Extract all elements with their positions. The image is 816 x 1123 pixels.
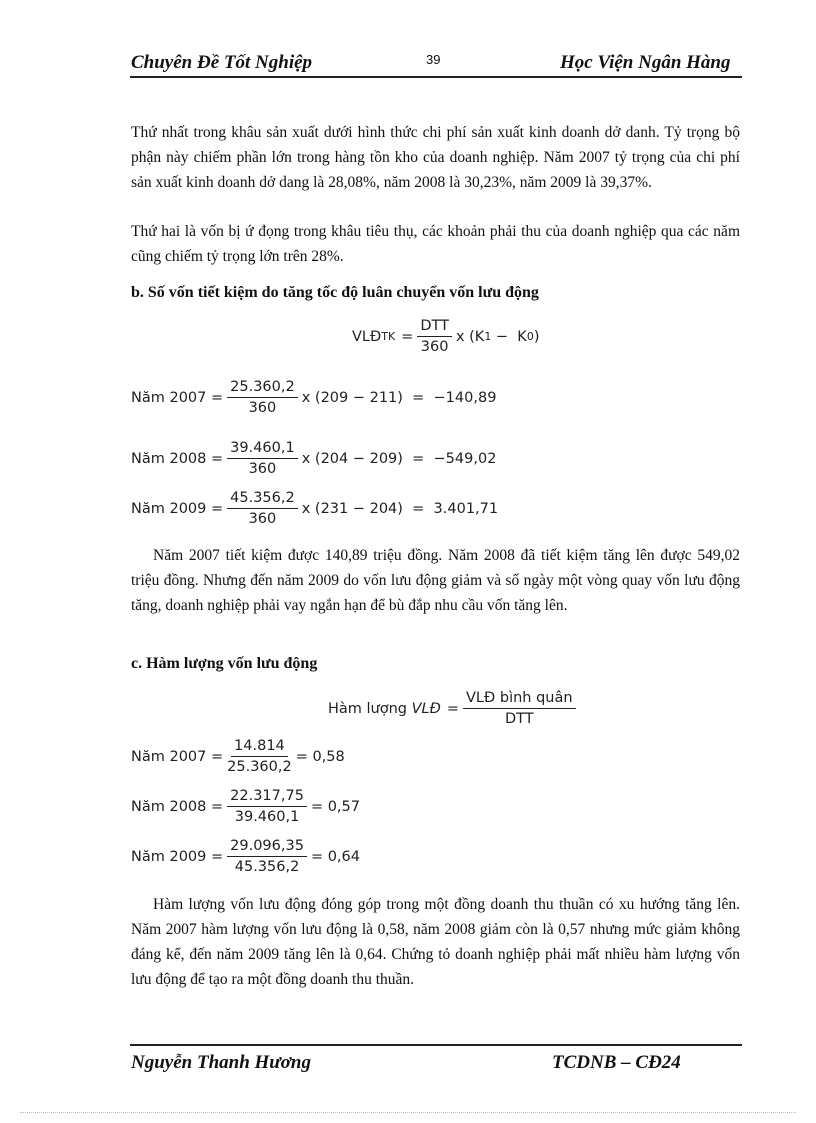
formula-ham-luong: Hàm lượng VLĐ = $\frac{\text{VLĐ bình quân}}{\text{DTT}}$	[328, 690, 580, 727]
intro-paragraph-2: Thứ hai là vốn bị ứ đọng trong khâu tiêu thụ, các khoản phải thu của doanh nghiệp qua các năm cũng chiếm tỷ trọng lớn trên 28%.	[131, 223, 740, 265]
equation-2007-savings: Năm 2007 = $\frac{25.360,2}{360}$ x (209 − 211) = −140,89	[131, 379, 497, 416]
equation-2009-ratio: Năm 2009 = $\frac{29.096,35}{45.356,2}$ = 0,64	[131, 838, 360, 875]
equation-2008-savings: Năm 2008 = $\frac{39.460,1}{360}$ x (204 − 209) = −549,02	[131, 440, 497, 477]
equation-2009-savings: Năm 2009 = $\frac{45.356,2}{360}$ x (231 − 204) = 3.401,71	[131, 490, 499, 527]
section-c-paragraph: Hàm lượng vốn lưu động đóng góp trong một đồng doanh thu thuần có xu hướng tăng lên. Năm 2007 hàm lượng vốn lưu động là 0,58, năm 2008 giảm còn là 0,57 nhưng mức giảm không đáng kể, đến năm 2009 tăng lên là 0,64. Chứng tỏ doanh nghiệp phải mất nhiều hàm lượng vốn lưu động để tạo ra một đồng doanh thu thuần.	[131, 896, 740, 988]
header-rule	[130, 76, 742, 78]
footer-rule	[130, 1044, 742, 1046]
equation-2008-ratio: Năm 2008 = $\frac{22.317,75}{39.460,1}$ = 0,57	[131, 788, 360, 825]
section-b-heading: b. Số vốn tiết kiệm do tăng tốc độ luân chuyển vốn lưu động	[131, 284, 539, 301]
footer-author: Nguyễn Thanh Hương	[131, 1052, 311, 1073]
section-b-paragraph: Năm 2007 tiết kiệm được 140,89 triệu đồng. Năm 2008 đã tiết kiệm tăng lên được 549,02 triệu đồng. Nhưng đến năm 2009 do vốn lưu động giảm và số ngày một vòng quay vốn lưu động tăng, doanh nghiệp phải vay ngắn hạn để bù đắp nhu cầu vốn tăng lên.	[131, 547, 740, 614]
page-number: 39	[426, 52, 441, 67]
formula-vld-tk: VLĐ TK = $\frac{\text{DTT}}{360}$ x (K 1 − K 0 )	[352, 318, 540, 355]
page-bottom-border	[20, 1112, 796, 1113]
header-title-left: Chuyên Đề Tốt Nghiệp	[131, 52, 313, 73]
header-title-right: Học Viện Ngân Hàng	[560, 52, 731, 73]
equation-2007-ratio: Năm 2007 = $\frac{14.814}{25.360,2}$ = 0,58	[131, 738, 345, 775]
section-c-heading: c. Hàm lượng vốn lưu động	[131, 655, 318, 672]
intro-paragraph-1: Thứ nhất trong khâu sản xuất dưới hình thức chi phí sản xuất kinh doanh dở danh. Tỷ trọng bộ phận này chiếm phần lớn trong hàng tồn kho của doanh nghiệp. Năm 2007 tỷ trọng của chi phí sản xuất kinh doanh dở dang là 28,08%, năm 2008 là 30,23%, năm 2009 là 39,37%.	[131, 124, 740, 191]
footer-class: TCDNB – CĐ24	[552, 1052, 681, 1073]
